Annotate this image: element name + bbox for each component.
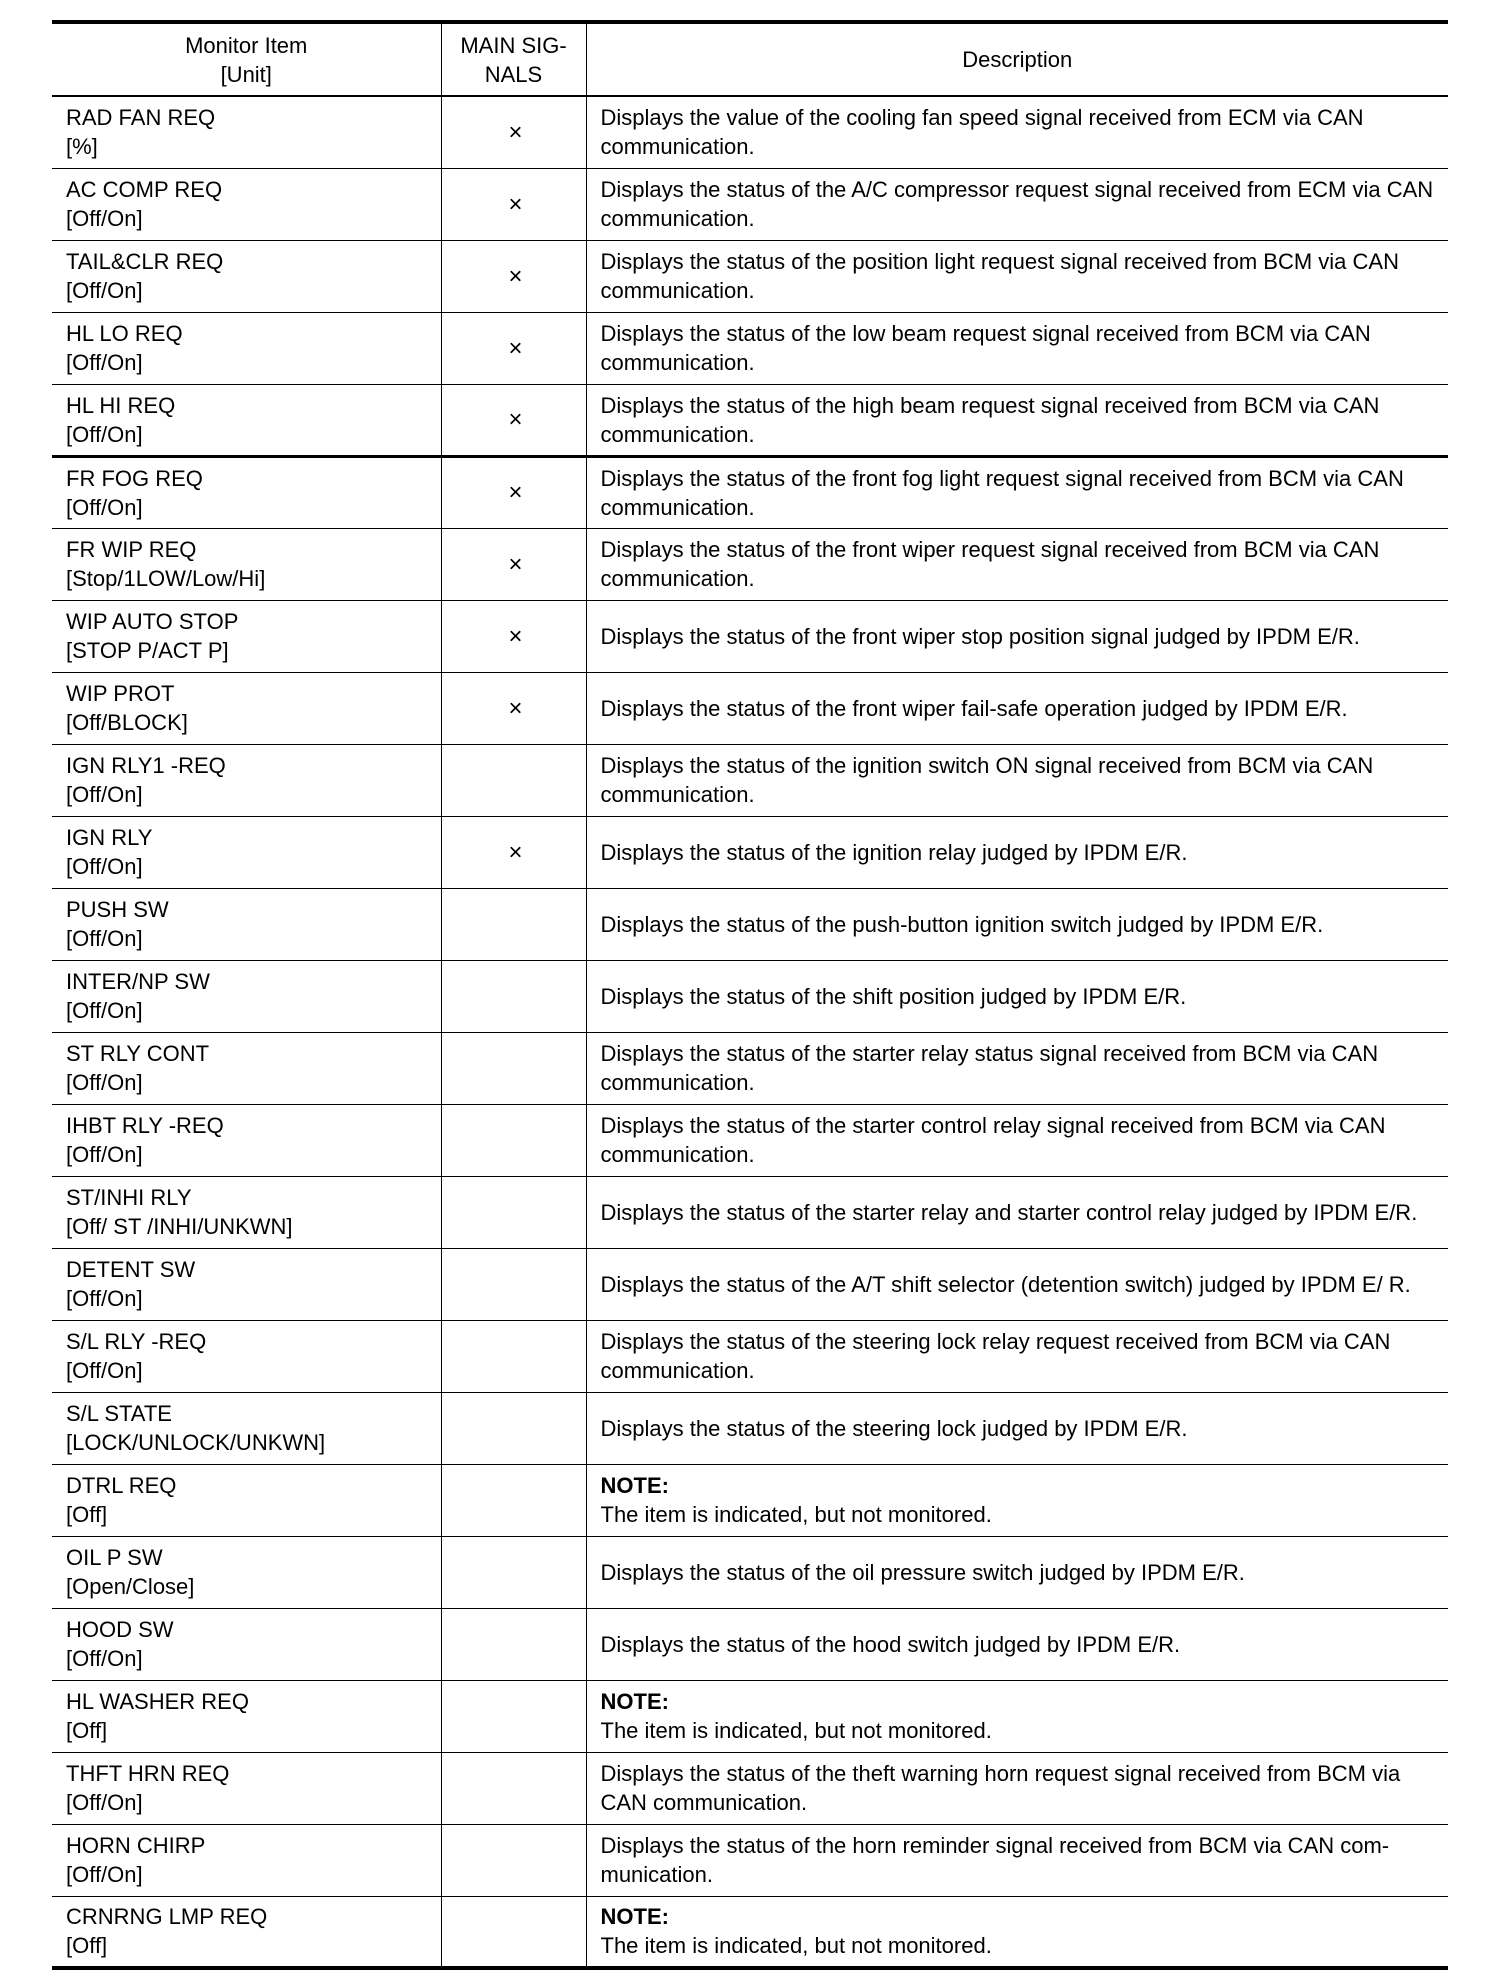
note-title: NOTE:: [600, 1689, 669, 1714]
monitor-item-cell: [52, 1536, 441, 1608]
monitor-item-cell: [52, 1824, 441, 1896]
description-text: Displays the status of the oil pressure switch judged by IPDM E/R.: [600, 1559, 1245, 1585]
monitor-item-name: FR WIP REQ: [66, 537, 197, 562]
monitor-item-name: S/L RLY -REQ: [66, 1329, 207, 1354]
description-cell: [586, 1464, 1448, 1536]
header-description: [586, 22, 1448, 96]
table-row: [52, 1464, 1448, 1536]
main-signal-mark: [441, 744, 586, 816]
main-signal-mark: [441, 1392, 586, 1464]
monitor-item-unit: [Off/On]: [66, 1142, 143, 1167]
monitor-item-cell: [52, 456, 441, 528]
main-signal-mark: ×: [441, 816, 586, 888]
header-main-signals-line2: NALS: [484, 61, 543, 87]
monitor-item-name: HL WASHER REQ: [66, 1689, 249, 1714]
monitor-item-cell: [52, 1752, 441, 1824]
table-row: [52, 888, 1448, 960]
description-text: Displays the status of the front wiper stop position signal judged by IPDM E/R.: [600, 623, 1360, 649]
main-signal-mark: [441, 1320, 586, 1392]
description-text: Displays the status of the push-button ignition switch judged by IPDM E/R.: [600, 911, 1324, 937]
table-row: [52, 312, 1448, 384]
monitor-item-cell: [52, 1680, 441, 1752]
header-description-label: Description: [962, 47, 1073, 72]
table-row: [52, 1752, 1448, 1824]
table-row: [52, 1536, 1448, 1608]
description-cell: [586, 1392, 1448, 1464]
monitor-item-name: OIL P SW: [66, 1545, 163, 1570]
description-text: Displays the status of the horn reminder signal received from BCM via CAN com- munication.: [600, 1833, 1390, 1887]
monitor-item-cell: [52, 312, 441, 384]
note-text: The item is indicated, but not monitored.: [600, 1502, 992, 1527]
monitor-item-cell: [52, 384, 441, 456]
monitor-item-cell: [52, 888, 441, 960]
monitor-item-name: IGN RLY: [66, 825, 153, 850]
main-signal-mark: [441, 1752, 586, 1824]
monitor-item-unit: [Off]: [66, 1718, 108, 1743]
table-row: [52, 240, 1448, 312]
main-signal-mark: [441, 888, 586, 960]
note-title: NOTE:: [600, 1473, 669, 1498]
main-signal-mark: ×: [441, 240, 586, 312]
table-row: [52, 744, 1448, 816]
description-text: Displays the status of the steering lock relay request received from BCM via CAN communication.: [600, 1329, 1391, 1383]
main-signal-mark: [441, 1824, 586, 1896]
note-title: NOTE:: [600, 1904, 669, 1930]
monitor-item-unit: [LOCK/UNLOCK/UNKWN]: [66, 1430, 326, 1455]
monitor-item-unit: [Off/On]: [66, 1646, 143, 1671]
description-text: Displays the status of the hood switch judged by IPDM E/R.: [600, 1631, 1181, 1657]
table-row: [52, 96, 1448, 168]
table-row: [52, 1896, 1448, 1968]
monitor-item-unit: [%]: [66, 134, 98, 160]
table-row: [52, 960, 1448, 1032]
monitor-item-cell: [52, 1176, 441, 1248]
monitor-item-cell: [52, 744, 441, 816]
monitor-item-unit: [Off/On]: [66, 1358, 143, 1383]
monitor-item-unit: [Off/On]: [66, 1070, 143, 1095]
monitor-item-unit: [Off/On]: [66, 782, 143, 807]
main-signal-mark: ×: [441, 168, 586, 240]
main-signal-mark: [441, 1032, 586, 1104]
table-row: [52, 384, 1448, 456]
monitor-item-unit: [Off/On]: [66, 998, 143, 1023]
monitor-item-unit: [Off]: [66, 1502, 108, 1527]
monitor-item-cell: [52, 1896, 441, 1968]
table-row: [52, 600, 1448, 672]
description-cell: [586, 456, 1448, 528]
table-row: [52, 1824, 1448, 1896]
table-row: [52, 672, 1448, 744]
monitor-item-cell: [52, 1608, 441, 1680]
monitor-item-unit: [Off/On]: [66, 278, 143, 303]
main-signal-mark: ×: [441, 528, 586, 600]
monitor-item-name: PUSH SW: [66, 897, 169, 922]
monitor-item-cell: [52, 1320, 441, 1392]
monitor-item-cell: [52, 528, 441, 600]
description-cell: [586, 888, 1448, 960]
monitor-item-cell: [52, 816, 441, 888]
description-text: Displays the status of the front wiper fail-safe operation judged by IPDM E/R.: [600, 695, 1348, 721]
main-signal-mark: [441, 960, 586, 1032]
description-cell: [586, 1752, 1448, 1824]
monitor-item-table: [52, 20, 1448, 1970]
description-cell: [586, 384, 1448, 456]
main-signal-mark: [441, 1104, 586, 1176]
description-cell: [586, 96, 1448, 168]
table-row: [52, 168, 1448, 240]
description-cell: [586, 960, 1448, 1032]
monitor-item-unit: [Off/BLOCK]: [66, 710, 188, 735]
monitor-item-cell: [52, 1248, 441, 1320]
description-cell: [586, 600, 1448, 672]
monitor-item-name: DETENT SW: [66, 1257, 196, 1282]
monitor-item-unit: [Off/On]: [66, 1790, 143, 1815]
main-signal-mark: [441, 1536, 586, 1608]
description-cell: [586, 1824, 1448, 1896]
main-signal-mark: [441, 1464, 586, 1536]
main-signal-mark: [441, 1248, 586, 1320]
main-signal-mark: ×: [441, 600, 586, 672]
description-text: Displays the status of the shift position judged by IPDM E/R.: [600, 983, 1187, 1009]
note-text: The item is indicated, but not monitored.: [600, 1933, 992, 1959]
table-row: [52, 1608, 1448, 1680]
table-row: [52, 1320, 1448, 1392]
main-signal-mark: ×: [441, 672, 586, 744]
monitor-item-name: ST RLY CONT: [66, 1041, 210, 1066]
main-signal-mark: [441, 1896, 586, 1968]
monitor-item-cell: [52, 672, 441, 744]
description-cell: [586, 1248, 1448, 1320]
monitor-item-unit: [Off/On]: [66, 206, 143, 231]
description-cell: [586, 312, 1448, 384]
monitor-item-cell: [52, 1464, 441, 1536]
table-header-row: [52, 22, 1448, 96]
description-cell: [586, 1032, 1448, 1104]
monitor-item-name: TAIL&CLR REQ: [66, 249, 224, 274]
monitor-item-name: HORN CHIRP: [66, 1833, 206, 1858]
table-row: [52, 528, 1448, 600]
monitor-item-name: WIP PROT: [66, 681, 175, 706]
header-monitor-item-label: Monitor Item: [185, 32, 308, 58]
monitor-item-unit: [STOP P/ACT P]: [66, 638, 229, 663]
main-signal-mark: [441, 1608, 586, 1680]
description-text: Displays the status of the starter relay status signal received from BCM via CAN communication.: [600, 1041, 1379, 1095]
description-cell: [586, 816, 1448, 888]
monitor-item-cell: [52, 240, 441, 312]
monitor-item-name: INTER/NP SW: [66, 969, 210, 994]
monitor-item-cell: [52, 960, 441, 1032]
monitor-item-unit: [Off/On]: [66, 494, 143, 520]
description-text: Displays the status of the A/T shift selector (detention switch) judged by IPDM E/ R.: [600, 1271, 1411, 1297]
header-monitor-item: [52, 22, 441, 96]
description-cell: [586, 1680, 1448, 1752]
monitor-item-name: HL HI REQ: [66, 392, 176, 418]
header-unit-label: [Unit]: [220, 61, 272, 87]
table-row: [52, 1104, 1448, 1176]
monitor-item-cell: [52, 1032, 441, 1104]
description-cell: [586, 1176, 1448, 1248]
table-row: [52, 1680, 1448, 1752]
table-row: [52, 456, 1448, 528]
description-cell: [586, 528, 1448, 600]
monitor-item-name: S/L STATE: [66, 1401, 172, 1426]
monitor-item-unit: [Off/ ST /INHI/UNKWN]: [66, 1214, 293, 1239]
table-body: [52, 96, 1448, 1968]
main-signal-mark: ×: [441, 312, 586, 384]
description-cell: [586, 168, 1448, 240]
description-text: Displays the status of the high beam request signal received from BCM via CAN communication.: [600, 392, 1380, 447]
monitor-item-cell: [52, 1104, 441, 1176]
description-text: Displays the status of the starter control relay signal received from BCM via CAN communication.: [600, 1113, 1386, 1167]
description-cell: [586, 1104, 1448, 1176]
header-main-signals: [441, 22, 586, 96]
description-text: Displays the status of the steering lock judged by IPDM E/R.: [600, 1415, 1188, 1441]
monitor-item-name: HL LO REQ: [66, 321, 183, 346]
description-cell: [586, 672, 1448, 744]
monitor-item-cell: [52, 600, 441, 672]
description-text: Displays the value of the cooling fan speed signal received from ECM via CAN communication.: [600, 105, 1364, 160]
description-text: Displays the status of the A/C compressor request signal received from ECM via CAN communication.: [600, 177, 1434, 231]
main-signal-mark: [441, 1176, 586, 1248]
monitor-item-unit: [Off/On]: [66, 926, 143, 951]
monitor-item-name: AC COMP REQ: [66, 177, 223, 202]
monitor-item-name: IGN RLY1 -REQ: [66, 753, 226, 778]
table-row: [52, 1176, 1448, 1248]
monitor-item-name: WIP AUTO STOP: [66, 609, 239, 634]
description-cell: [586, 1320, 1448, 1392]
description-text: Displays the status of the ignition relay judged by IPDM E/R.: [600, 839, 1188, 865]
main-signal-mark: ×: [441, 96, 586, 168]
description-text: Displays the status of the ignition switch ON signal received from BCM via CAN communication.: [600, 753, 1374, 807]
monitor-item-cell: [52, 168, 441, 240]
monitor-item-unit: [Off/On]: [66, 1286, 143, 1311]
main-signal-mark: [441, 1680, 586, 1752]
monitor-item-name: FR FOG REQ: [66, 465, 203, 491]
description-cell: [586, 240, 1448, 312]
monitor-item-unit: [Open/Close]: [66, 1574, 195, 1599]
description-cell: [586, 1608, 1448, 1680]
table-row: [52, 1248, 1448, 1320]
monitor-item-unit: [Stop/1LOW/Low/Hi]: [66, 566, 266, 591]
description-text: Displays the status of the theft warning horn request signal received from BCM via CAN communication.: [600, 1761, 1401, 1815]
main-signal-mark: ×: [441, 384, 586, 456]
monitor-item-cell: [52, 1392, 441, 1464]
description-text: Displays the status of the front wiper request signal received from BCM via CAN communication.: [600, 537, 1380, 591]
monitor-item-cell: [52, 96, 441, 168]
monitor-item-unit: [Off/On]: [66, 350, 143, 375]
main-signal-mark: ×: [441, 456, 586, 528]
description-text: Displays the status of the position light request signal received from BCM via CAN communication.: [600, 249, 1399, 303]
monitor-item-name: DTRL REQ: [66, 1473, 177, 1498]
table-row: [52, 1392, 1448, 1464]
description-text: Displays the status of the starter relay and starter control relay judged by IPDM E/R.: [600, 1199, 1418, 1225]
description-text: Displays the status of the front fog light request signal received from BCM via CAN communication.: [600, 465, 1404, 520]
monitor-item-name: ST/INHI RLY: [66, 1185, 192, 1210]
monitor-item-name: THFT HRN REQ: [66, 1761, 230, 1786]
monitor-item-unit: [Off/On]: [66, 854, 143, 879]
note-text: The item is indicated, but not monitored.: [600, 1718, 992, 1743]
description-cell: [586, 744, 1448, 816]
monitor-item-name: CRNRNG LMP REQ: [66, 1904, 268, 1930]
description-text: Displays the status of the low beam request signal received from BCM via CAN communication.: [600, 321, 1371, 375]
monitor-item-name: HOOD SW: [66, 1617, 174, 1642]
monitor-item-unit: [Off/On]: [66, 1862, 143, 1887]
monitor-item-unit: [Off/On]: [66, 421, 143, 447]
monitor-item-unit: [Off]: [66, 1933, 108, 1959]
description-cell: [586, 1536, 1448, 1608]
table-row: [52, 1032, 1448, 1104]
monitor-item-name: RAD FAN REQ: [66, 105, 216, 131]
table-row: [52, 816, 1448, 888]
monitor-item-name: IHBT RLY -REQ: [66, 1113, 224, 1138]
description-cell: [586, 1896, 1448, 1968]
header-main-signals-line1: MAIN SIG-: [460, 32, 567, 58]
